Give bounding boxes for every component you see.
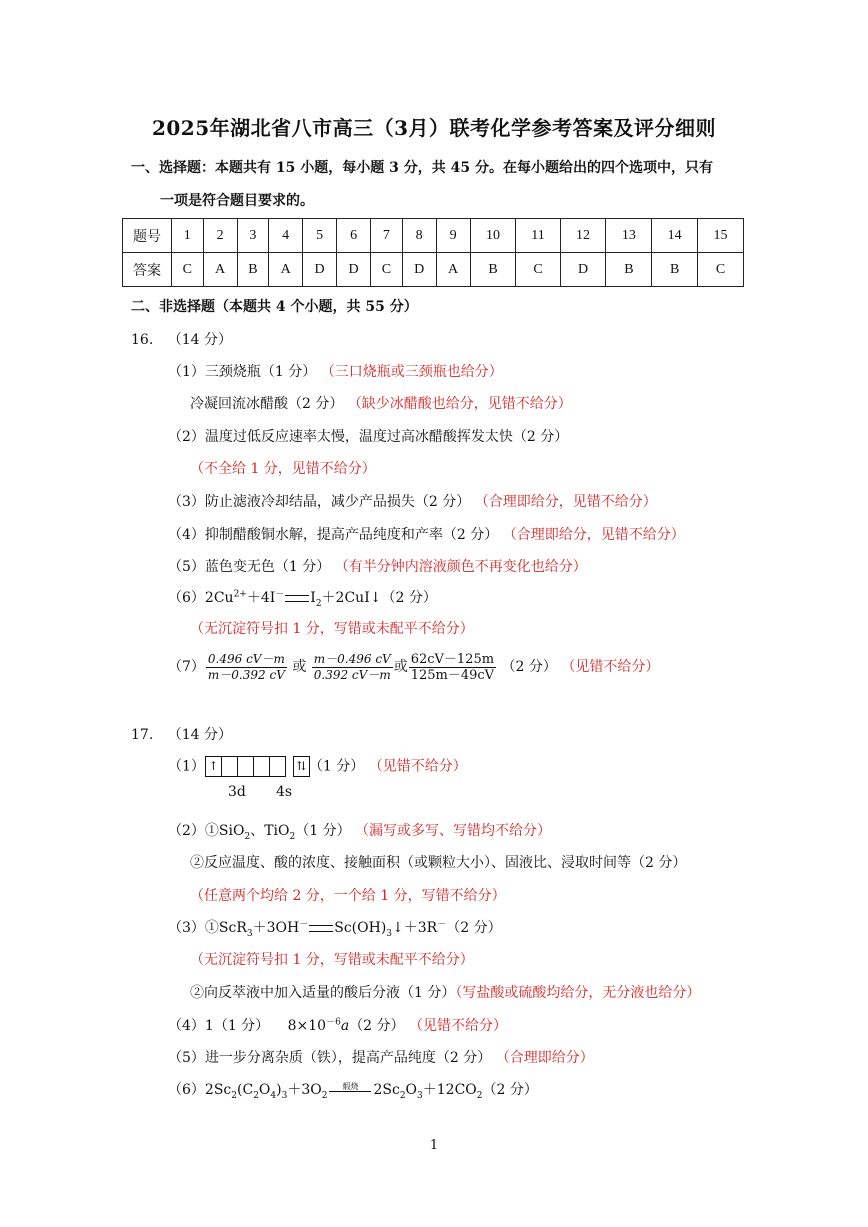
- table-row-label: 题号: [123, 219, 172, 253]
- orbital-box-4s: ⇅: [293, 756, 310, 777]
- q16-a2-text: 温度过低反应速率太慢，温度过高冰醋酸挥发太快（2 分）: [204, 429, 569, 445]
- eq-sub: 2: [315, 598, 322, 609]
- q17-answer-4: [168, 1016, 507, 1036]
- table-cell: C: [371, 253, 403, 287]
- q17-score: （14 分）: [167, 727, 232, 743]
- orbital-label-4s: 4s: [276, 784, 293, 800]
- table-cell: 2: [203, 219, 237, 253]
- table-cell: 11: [516, 219, 560, 253]
- q16-a1b-text: 冷凝回流冰醋酸（2 分）: [190, 396, 344, 412]
- q17-a3-num: （3）: [168, 920, 205, 936]
- table-cell: A: [203, 253, 237, 287]
- table-cell: 15: [698, 219, 744, 253]
- table-cell: D: [337, 253, 371, 287]
- eq-sub: 2: [476, 1090, 483, 1101]
- table-cell: B: [237, 253, 269, 287]
- q16-a1b-note: （缺少冰醋酸也给分，见错不给分）: [347, 396, 572, 412]
- fraction-numerator: 0.496 cV－m: [207, 651, 285, 666]
- q16-a2-note: （不全给 1 分，见错不给分）: [190, 461, 376, 477]
- q16-a3-note: （合理即给分，见错不给分）: [474, 494, 657, 510]
- q16-a7-note: （见错不给分）: [561, 659, 660, 675]
- eq-sub: 3: [246, 928, 253, 939]
- q17-answer-1: [168, 756, 467, 777]
- q16-answer-1b: [190, 394, 572, 414]
- q16-a6-num: （6）: [168, 590, 205, 606]
- q16-a4-num: （4）: [168, 527, 205, 543]
- eq-part: 2Sc: [204, 1082, 232, 1098]
- q17-label: 17.: [131, 727, 154, 743]
- table-cell: D: [303, 253, 337, 287]
- table-cell: 3: [237, 219, 269, 253]
- q17-answer-3: [168, 918, 502, 938]
- section2-heading: 二、非选择题（本题共 4 个小题，共 55 分）: [131, 299, 418, 315]
- eq-part: （2 分）: [482, 1082, 538, 1098]
- table-cell: C: [516, 253, 560, 287]
- orbital-box-3d: [221, 756, 238, 777]
- eq-part: ①SiO: [204, 823, 245, 839]
- or-word: 或: [393, 659, 408, 675]
- table-cell: 6: [337, 219, 371, 253]
- eq-sub: 3: [386, 928, 393, 939]
- eq-sup: －6: [326, 1017, 341, 1028]
- eq-sub: 2: [231, 1090, 237, 1101]
- eq-sup: －: [299, 919, 309, 930]
- q16-answer-4: [168, 525, 685, 545]
- reaction-condition: 煅烧: [342, 1082, 359, 1091]
- table-cell: 5: [303, 219, 337, 253]
- q17-a3-note: （无沉淀符号扣 1 分，写错或未配平不给分）: [190, 952, 474, 968]
- orbital-box-3d: [253, 756, 270, 777]
- fraction-denominator: 0.392 cV－m: [313, 667, 391, 682]
- q16-a4-text: 抑制醋酸铜水解，提高产品纯度和产率（2 分）: [204, 527, 499, 543]
- table-row-label: 答案: [123, 253, 172, 287]
- table-row-numbers: [123, 219, 744, 253]
- q16-a7-num: （7）: [168, 659, 205, 675]
- fraction-denominator: m－0.392 cV: [207, 667, 285, 682]
- q16-a5-note: （有半分钟内溶液颜色不再变化也给分）: [334, 559, 587, 575]
- table-cell: 12: [560, 219, 606, 253]
- q16-a1-note: （三口烧瓶或三颈瓶也给分）: [320, 364, 503, 380]
- q17-a1-num: （1）: [168, 758, 205, 775]
- eq-part: （1 分）: [295, 823, 351, 839]
- table-cell: B: [652, 253, 698, 287]
- q16-a7-score: （2 分）: [501, 659, 557, 675]
- q17-a5-num: （5）: [168, 1050, 205, 1066]
- fraction-3: [409, 652, 496, 683]
- eq-sup: －: [437, 919, 447, 930]
- eq-part: a: [340, 1018, 350, 1034]
- eq-part: ①ScR: [204, 920, 247, 936]
- table-cell: A: [269, 253, 303, 287]
- q17-a5-text: 进一步分离杂质（铁），提高产品纯度（2 分）: [204, 1050, 492, 1066]
- q16-answer-5: [168, 557, 587, 577]
- equals-sign: [309, 925, 333, 932]
- eq-sub: 2: [289, 831, 296, 842]
- orbital-box-3d: [237, 756, 254, 777]
- table-cell: 8: [402, 219, 436, 253]
- fraction-numerator: m－0.496 cV: [313, 651, 391, 666]
- eq-part: ↓＋3R: [392, 920, 438, 936]
- q17-a6-num: （6）: [168, 1082, 205, 1098]
- eq-part: O: [405, 1082, 418, 1098]
- q16-a3-num: （3）: [168, 494, 205, 510]
- q16-a3-text: 防止滤液冷却结晶，减少产品损失（2 分）: [204, 494, 471, 510]
- orbital-box-3d: ↑: [205, 756, 222, 777]
- table-cell: D: [560, 253, 606, 287]
- table-cell: B: [606, 253, 652, 287]
- q17-answer-6: [168, 1080, 538, 1100]
- table-cell: D: [402, 253, 436, 287]
- q16-heading: [131, 330, 232, 350]
- q16-a2-num: （2）: [168, 429, 205, 445]
- q16-a1-text: 三颈烧瓶（1 分）: [204, 364, 317, 380]
- q16-score: （14 分）: [167, 332, 232, 348]
- table-cell: 9: [436, 219, 470, 253]
- eq-sub: 2: [321, 1090, 328, 1101]
- q17-a1-score: （1 分）: [308, 758, 365, 775]
- eq-sub: 2: [244, 831, 251, 842]
- q17-a2-num: （2）: [168, 823, 205, 839]
- q17-answer-3b: [190, 983, 700, 1003]
- q17-a4-num: （4）: [168, 1018, 205, 1034]
- eq-part: O: [258, 1082, 271, 1098]
- answer-table: [122, 218, 744, 287]
- table-cell: 13: [606, 219, 652, 253]
- eq-part: 1（1 分）: [204, 1018, 270, 1034]
- q16-a5-text: 蓝色变无色（1 分）: [204, 559, 331, 575]
- orbital-box-3d: [269, 756, 286, 777]
- eq-part: I: [310, 590, 316, 606]
- eq-part: （2 分）: [446, 920, 502, 936]
- table-cell: A: [436, 253, 470, 287]
- fraction-denominator: 125m－49cV: [410, 667, 495, 683]
- eq-sub: 3: [417, 1090, 423, 1101]
- q16-answer-3: [168, 492, 657, 512]
- table-cell: 10: [470, 219, 516, 253]
- fraction-2: [312, 652, 393, 683]
- eq-sub: 2: [399, 1090, 406, 1101]
- orbital-diagram: [205, 756, 309, 777]
- eq-sub: 3: [281, 1090, 288, 1101]
- eq-part: ＋2CuI↓（2 分）: [321, 590, 437, 606]
- section1-instructions-line1: 一、选择题：本题共有 15 小题，每小题 3 分，共 45 分。在每小题给出的四个选项中，只有: [131, 160, 713, 176]
- q17-a2b-note: （任意两个均给 2 分，一个给 1 分，写错不给分）: [190, 888, 506, 904]
- q16-a1-num: （1）: [168, 364, 205, 380]
- q17-answer-2: [168, 821, 551, 841]
- q17-a2-note: （漏写或多写、写错均不给分）: [355, 823, 552, 839]
- eq-part: 8×10: [287, 1018, 327, 1034]
- table-cell: 14: [652, 219, 698, 253]
- eq-part: 2Sc: [373, 1082, 400, 1098]
- page-title: 2025年湖北省八市高三（3月）联考化学参考答案及评分细则: [151, 116, 717, 140]
- q17-a3b-note: （写盐酸或硫酸均给分，无分液也给分）: [455, 985, 701, 1001]
- fraction-1: [206, 652, 287, 683]
- eq-part: （2 分）: [349, 1018, 405, 1034]
- q16-a6-note: （无沉淀符号扣 1 分，写错或未配平不给分）: [190, 621, 474, 637]
- eq-part: 2Cu: [204, 590, 234, 606]
- q17-a2b-text: ②反应温度、酸的浓度、接触面积（或颗粒大小）、固液比、浸取时间等（2 分）: [190, 855, 687, 871]
- table-cell: 1: [172, 219, 204, 253]
- eq-sub: 4: [270, 1090, 277, 1101]
- eq-part: (C: [237, 1082, 254, 1098]
- table-row-answers: [123, 253, 744, 287]
- section1-instructions-line2: 一项是符合题目要求的。: [160, 193, 314, 209]
- reaction-arrow: [327, 1083, 373, 1097]
- eq-part: ＋3O: [287, 1082, 322, 1098]
- q16-a6-equation: [204, 589, 437, 609]
- equals-sign: [285, 595, 309, 602]
- eq-part: ＋12CO: [422, 1082, 477, 1098]
- q17-a5-note: （合理即给分）: [495, 1050, 594, 1066]
- fraction-numerator: 62cV－125m: [410, 651, 495, 667]
- q17-a4-note: （见错不给分）: [409, 1018, 507, 1034]
- q16-answer-7: [168, 648, 659, 686]
- or-word: 或: [292, 659, 307, 675]
- q16-answer-2: [168, 427, 568, 447]
- eq-sub: 2: [253, 1090, 259, 1101]
- q16-a5-num: （5）: [168, 559, 205, 575]
- table-cell: 4: [269, 219, 303, 253]
- page-number: 1: [429, 1138, 439, 1153]
- q17-answer-5: [168, 1048, 594, 1068]
- q16-answer-1: [168, 362, 503, 382]
- table-cell: B: [470, 253, 516, 287]
- q16-answer-6: [168, 588, 437, 608]
- eq-part: ＋4I: [246, 590, 276, 606]
- eq-part: ＋3OH: [252, 920, 300, 936]
- q17-heading: [131, 725, 232, 745]
- table-cell: C: [172, 253, 204, 287]
- eq-sup: 2+: [233, 589, 247, 600]
- q16-label: 16.: [131, 332, 154, 348]
- orbital-label-3d: 3d: [228, 784, 246, 800]
- q17-a1-note: （见错不给分）: [368, 758, 467, 775]
- q17-a3b-text: ②向反萃液中加入适量的酸后分液（1 分）: [190, 985, 456, 1001]
- table-cell: C: [698, 253, 744, 287]
- eq-part: ): [276, 1082, 282, 1098]
- eq-part: Sc(OH): [334, 920, 387, 936]
- eq-sup: －: [275, 589, 285, 600]
- table-cell: 7: [371, 219, 403, 253]
- eq-part: 、TiO: [250, 823, 290, 839]
- q16-a4-note: （合理即给分，见错不给分）: [502, 527, 685, 543]
